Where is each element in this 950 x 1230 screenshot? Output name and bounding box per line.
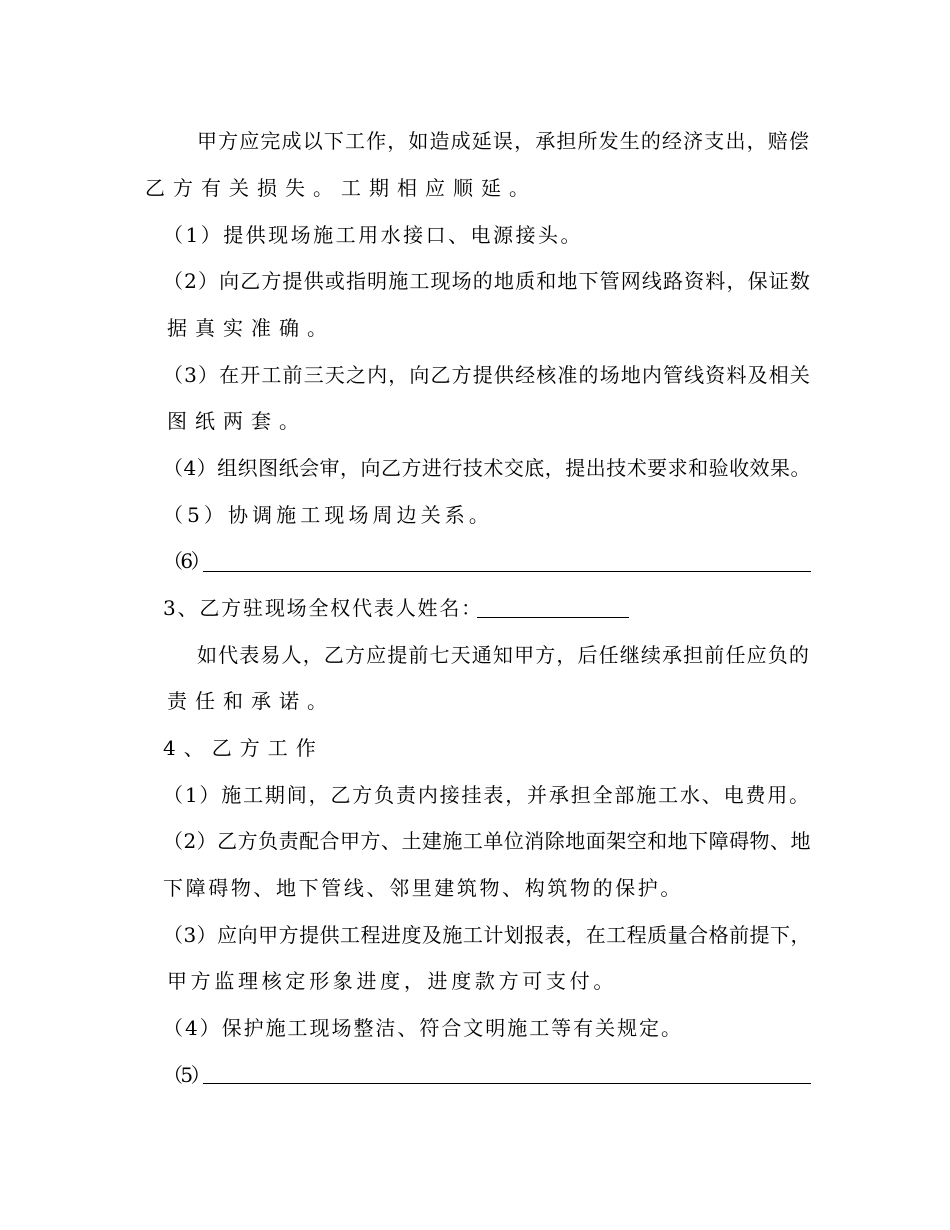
representative-name-label: 3、乙方驻现场全权代表人姓名： <box>163 596 483 620</box>
contractor-item-5-blank-line <box>203 1083 811 1084</box>
substitution-line-1: 如代表易人，乙方应提前七天通知甲方，后任继续承担前任应负的 <box>197 643 810 667</box>
item-6-blank-line <box>203 571 811 572</box>
item-1-text: （1）提供现场施工用水接口、电源接头。 <box>163 223 583 247</box>
contractor-item-3-line-1: （3）应向甲方提供工程进度及施工计划报表，在工程质量合格前提下， <box>163 923 811 947</box>
paragraph-line-2: 乙方有关损失。工期相应顺延。 <box>145 176 537 200</box>
contractor-item-1: （1）施工期间，乙方负责内接挂表，并承担全部施工水、电费用。 <box>163 783 811 807</box>
section-4-heading: 4、乙方工作 <box>163 736 324 760</box>
contractor-item-2-line-1: （2）乙方负责配合甲方、土建施工单位消除地面架空和地下障碍物、地 <box>163 829 811 853</box>
contractor-item-4: （4）保护施工现场整洁、符合文明施工等有关规定。 <box>163 1016 683 1040</box>
item-2-line-2: 据真实准确。 <box>167 316 335 340</box>
item-2-line-1: （2）向乙方提供或指明施工现场的地质和地下管网线路资料，保证数 <box>163 269 811 293</box>
paragraph-line-1: 甲方应完成以下工作，如造成延误，承担所发生的经济支出，赔偿 <box>197 129 810 153</box>
representative-name-blank <box>477 617 629 618</box>
item-4-text: （4）组织图纸会审，向乙方进行技术交底，提出技术要求和验收效果。 <box>163 456 811 480</box>
contractor-item-5-label: （5） <box>163 1063 208 1087</box>
item-5-text: （5）协调施工现场周边关系。 <box>163 503 493 527</box>
contractor-item-3-line-2: 甲方监理核定形象进度，进度款方可支付。 <box>167 969 617 993</box>
contractor-item-2-line-2: 下障碍物、地下管线、邻里建筑物、构筑物的保护。 <box>163 876 683 900</box>
item-6-label: （6） <box>163 549 208 573</box>
item-3-line-1: （3）在开工前三天之内，向乙方提供经核准的场地内管线资料及相关 <box>163 363 811 387</box>
item-3-line-2: 图纸两套。 <box>167 409 307 433</box>
substitution-line-2: 责任和承诺。 <box>167 689 335 713</box>
